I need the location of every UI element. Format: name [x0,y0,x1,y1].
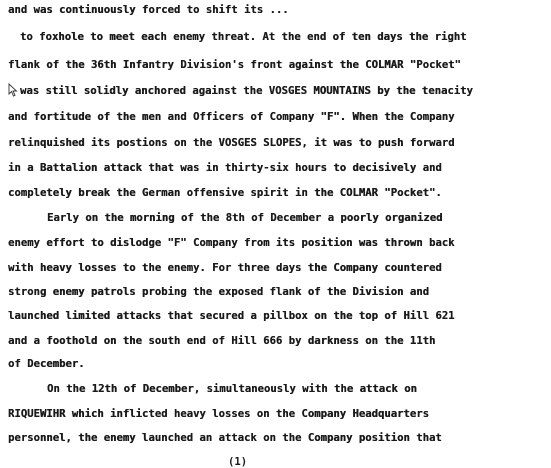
text-line-6: relinquished its postions on the VOSGES SLOPES, it was to push forward [8,137,455,149]
text-line-18: personnel, the enemy launched an attack on the Company position that [8,432,442,444]
text-line-5: and fortitude of the men and Officers of Company "F". When the Company [8,111,455,123]
text-line-12: strong enemy patrols probing the exposed flank of the Division and [8,286,429,298]
text-line-15: of December. [8,358,85,370]
text-line-13: launched limited attacks that secured a pillbox on the top of Hill 621 [8,310,455,322]
text-line-9: Early on the morning of the 8th of December a poorly organized [47,212,443,224]
text-line-4: was still solidly anchored against the VOSGES MOUNTAINS by the tenacity [20,85,473,97]
text-line-8: completely break the German offensive spirit in the COLMAR "Pocket". [8,187,442,199]
text-line-17: RIQUEWIHR which inflicted heavy losses on the Company Headquarters [8,408,429,420]
mouse-cursor-icon [8,83,18,97]
text-line-2: to foxhole to meet each enemy threat. At the end of ten days the right [20,31,467,43]
text-line-11: with heavy losses to the enemy. For three days the Company countered [8,262,442,274]
text-line-10: enemy effort to dislodge "F" Company from its position was thrown back [8,237,455,249]
text-line-16: On the 12th of December, simultaneously with the attack on [47,383,417,395]
text-line-14: and a foothold on the south end of Hill 666 by darkness on the 11th [8,335,436,347]
text-line-1: and was continuously forced to shift its ... [8,4,289,16]
page-number: (1) [228,456,248,468]
text-line-3: flank of the 36th Infantry Division's front against the COLMAR "Pocket" [8,59,461,71]
text-line-7: in a Battalion attack that was in thirty-six hours to decisively and [8,162,442,174]
